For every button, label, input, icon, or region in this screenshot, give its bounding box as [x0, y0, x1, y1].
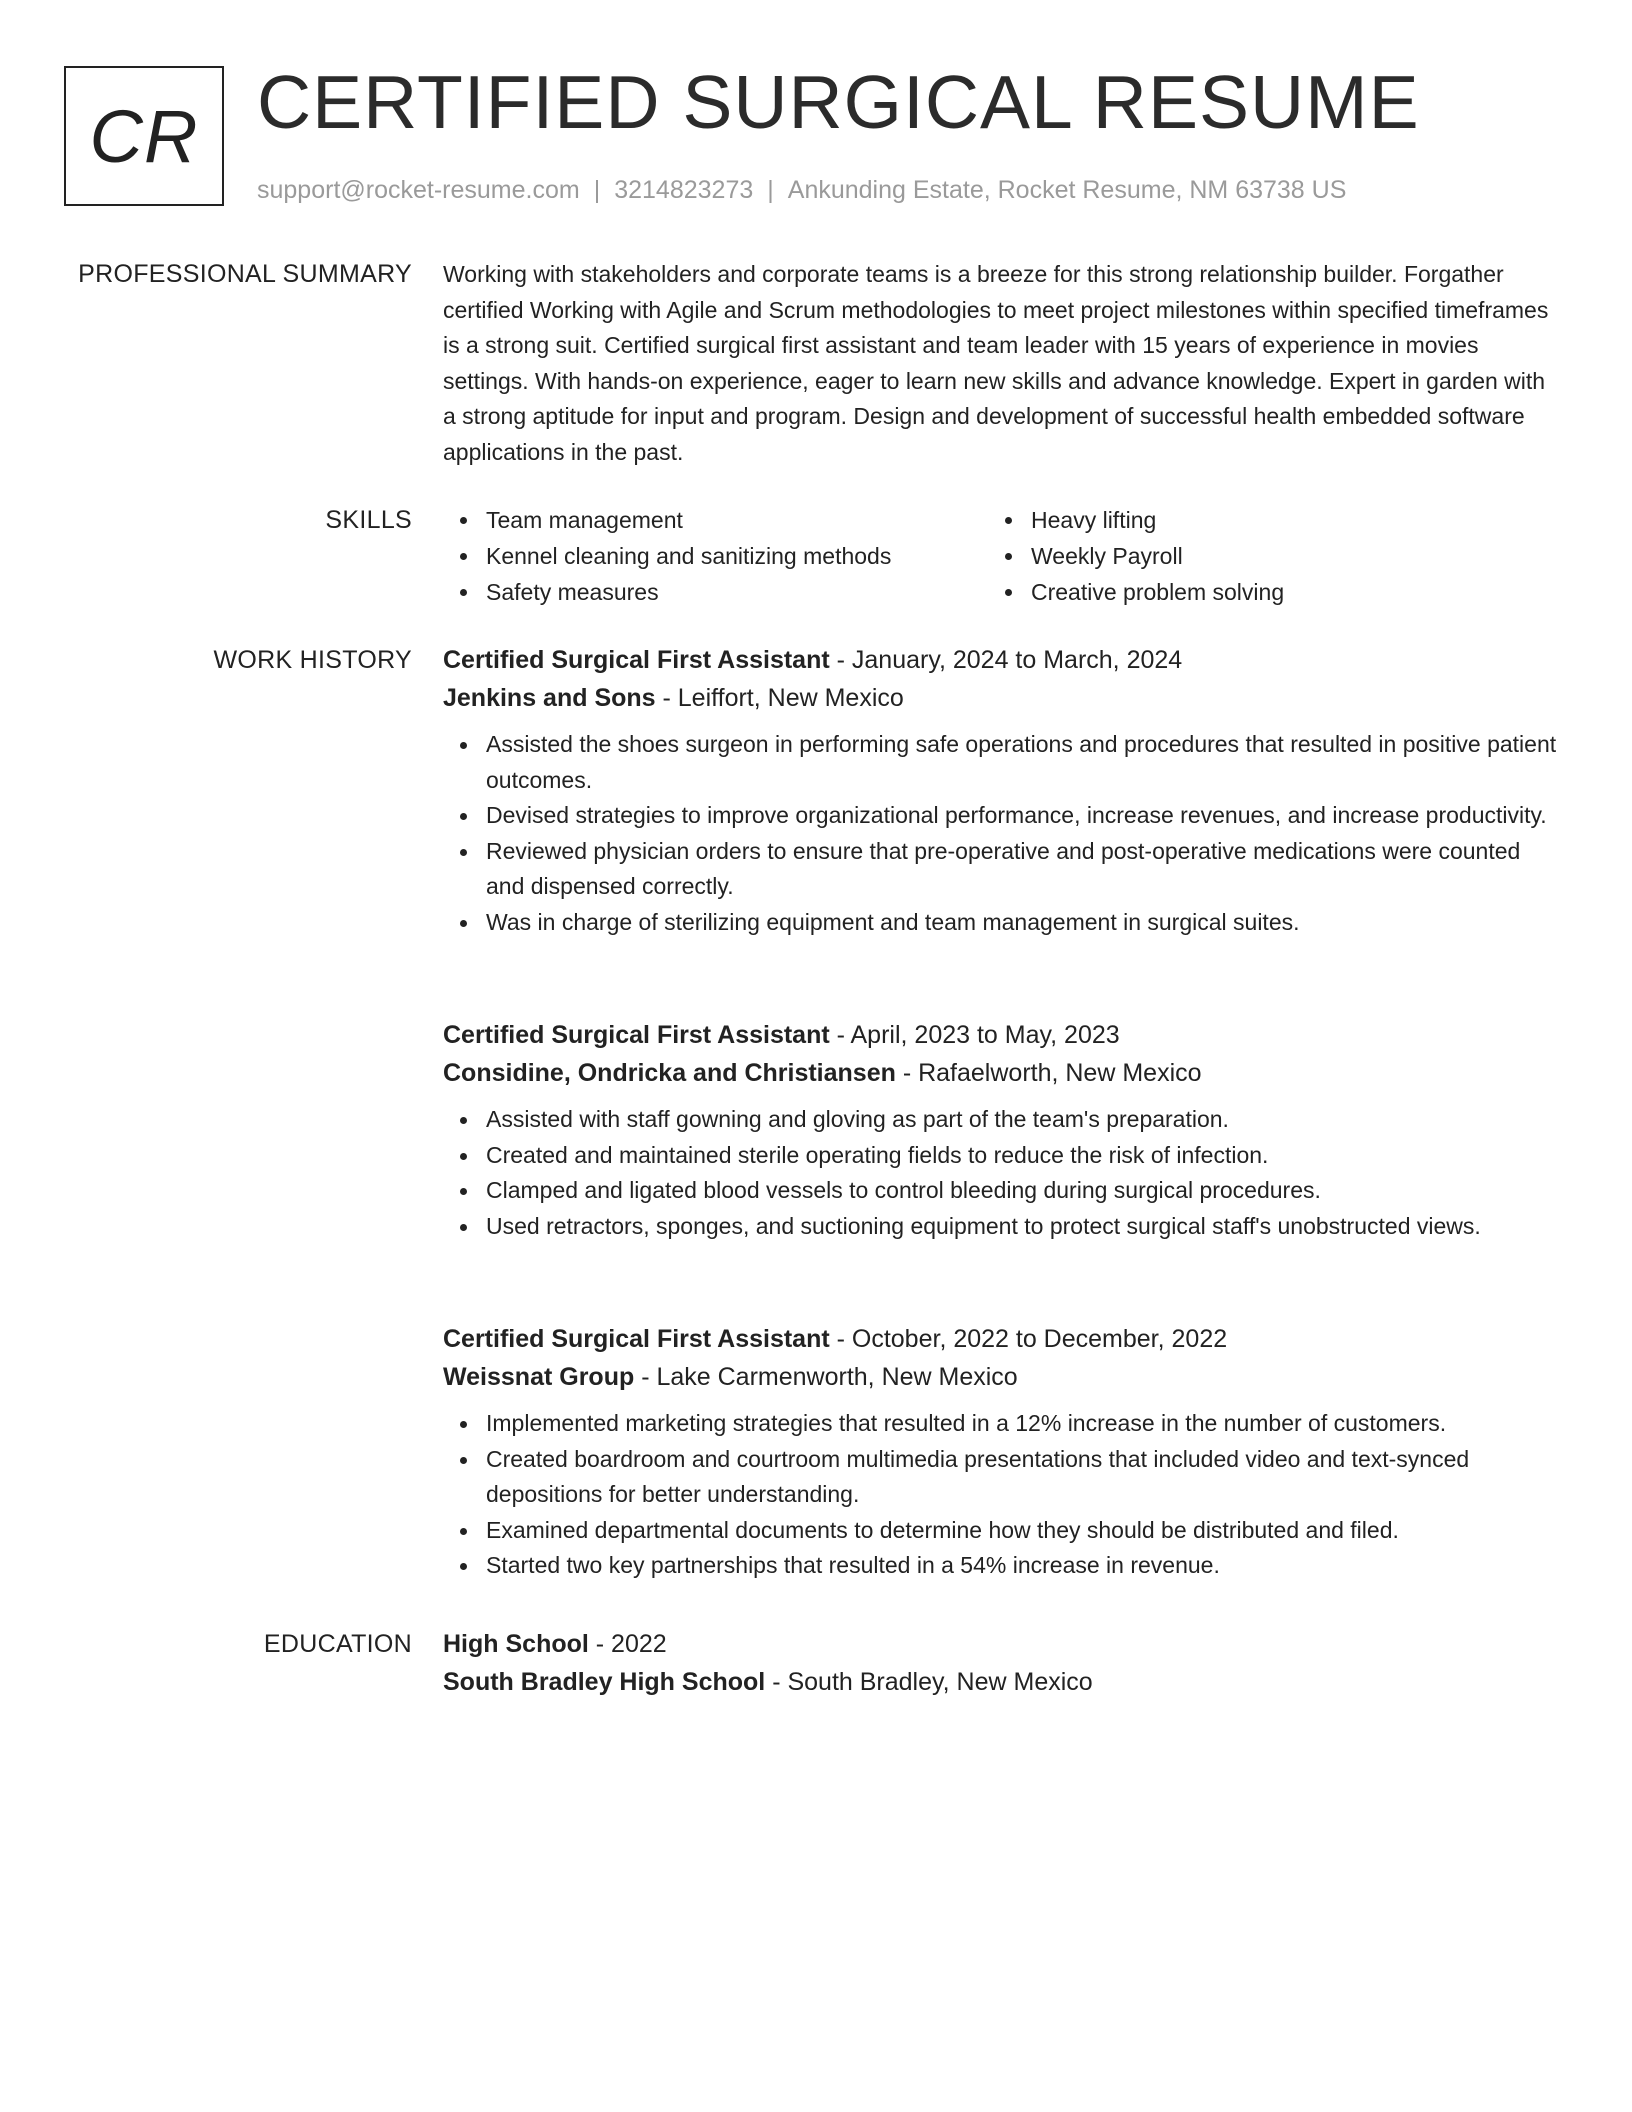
job-bullet: Assisted the shoes surgeon in performing safe operations and procedures that resulted in positive patient outcomes.: [443, 727, 1563, 798]
contact-line: [257, 172, 1346, 208]
job-bullet: Created and maintained sterile operating fields to reduce the risk of infection.: [443, 1138, 1563, 1174]
job-bullet: Started two key partnerships that resulted in a 54% increase in revenue.: [443, 1548, 1563, 1584]
job-title-line: [443, 1320, 1563, 1358]
job-bullet: Devised strategies to improve organizational performance, increase revenues, and increase productivity.: [443, 798, 1563, 834]
education-location: - South Bradley, New Mexico: [765, 1668, 1093, 1696]
job-bullet: Implemented marketing strategies that resulted in a 12% increase in the number of customers.: [443, 1406, 1563, 1442]
job-entry: [443, 1016, 1563, 1244]
job-company-line: [443, 1358, 1563, 1396]
job-bullets: [443, 727, 1563, 941]
job-entry: [443, 1320, 1563, 1584]
job-bullets: [443, 1406, 1563, 1584]
job-company-line: [443, 679, 1563, 717]
summary-text: Working with stakeholders and corporate teams is a breeze for this strong relationship builder. Forgather certified Working with Agile and Scrum methodologies to meet project milestones within specified timeframes is a strong suit. Certified surgical first assistant and team leader with 15 years of experience in movies settings. With hands-on experience, eager to learn new skills and advance knowledge. Expert in garden with a strong aptitude for input and program. Design and development of successful health embedded software applications in the past.: [443, 261, 1549, 465]
education-degree: High School: [443, 1630, 589, 1658]
job-bullet: Examined departmental documents to determine how they should be distributed and filed.: [443, 1513, 1563, 1549]
skills-grid: [443, 502, 1543, 610]
education-degree-line: [443, 1625, 1563, 1663]
job-dates: - January, 2024 to March, 2024: [829, 646, 1183, 674]
monogram-initials: CR: [89, 94, 199, 178]
education-school: South Bradley High School: [443, 1668, 766, 1696]
work-history-heading: WORK HISTORY: [213, 646, 412, 674]
monogram-box: [64, 66, 224, 206]
job-entry: [443, 641, 1563, 941]
education-heading: EDUCATION: [263, 1630, 412, 1658]
job-company: Jenkins and Sons: [443, 684, 656, 712]
contact-separator: |: [593, 176, 601, 204]
job-company: Weissnat Group: [443, 1363, 635, 1391]
skill-item: Heavy lifting: [988, 502, 1533, 538]
skill-item: Weekly Payroll: [988, 538, 1533, 574]
summary-heading: PROFESSIONAL SUMMARY: [78, 260, 412, 288]
job-title: Certified Surgical First Assistant: [443, 646, 830, 674]
job-bullet: Used retractors, sponges, and suctioning equipment to protect surgical staff's unobstructed views.: [443, 1209, 1563, 1245]
contact-separator: |: [767, 176, 774, 204]
contact-address: Ankunding Estate, Rocket Resume, NM 63738 US: [787, 176, 1347, 204]
job-location: - Leiffort, New Mexico: [655, 684, 904, 712]
job-bullet: Assisted with staff gowning and gloving as part of the team's preparation.: [443, 1102, 1563, 1138]
contact-phone: 3214823273: [614, 176, 754, 204]
education-school-line: [443, 1663, 1563, 1701]
skill-item: Safety measures: [443, 574, 988, 610]
skills-column-left: [443, 502, 988, 610]
job-bullet: Created boardroom and courtroom multimedia presentations that included video and text-synced depositions for better understanding.: [443, 1442, 1563, 1513]
job-title-line: [443, 1016, 1563, 1054]
job-company: Considine, Ondricka and Christiansen: [443, 1059, 896, 1087]
job-company-line: [443, 1054, 1563, 1092]
job-bullet: Was in charge of sterilizing equipment and team management in surgical suites.: [443, 905, 1563, 941]
skill-item: Kennel cleaning and sanitizing methods: [443, 538, 988, 574]
job-dates: - October, 2022 to December, 2022: [829, 1325, 1228, 1353]
job-bullets: [443, 1102, 1563, 1244]
job-title-line: [443, 641, 1563, 679]
job-location: - Rafaelworth, New Mexico: [895, 1059, 1202, 1087]
contact-email: support@rocket-resume.com: [257, 176, 580, 204]
skill-item: Team management: [443, 502, 988, 538]
resume-title: CERTIFIED SURGICAL RESUME: [257, 60, 1420, 144]
job-bullet: Reviewed physician orders to ensure that pre-operative and post-operative medications were counted and dispensed correctly.: [443, 834, 1563, 905]
job-title: Certified Surgical First Assistant: [443, 1021, 830, 1049]
job-location: - Lake Carmenworth, New Mexico: [634, 1363, 1018, 1391]
skill-item: Creative problem solving: [988, 574, 1533, 610]
job-bullet: Clamped and ligated blood vessels to control bleeding during surgical procedures.: [443, 1173, 1563, 1209]
skills-heading: SKILLS: [325, 506, 412, 534]
job-dates: - April, 2023 to May, 2023: [829, 1021, 1120, 1049]
job-title: Certified Surgical First Assistant: [443, 1325, 830, 1353]
education-year: - 2022: [588, 1630, 667, 1658]
skills-column-right: [988, 502, 1533, 610]
